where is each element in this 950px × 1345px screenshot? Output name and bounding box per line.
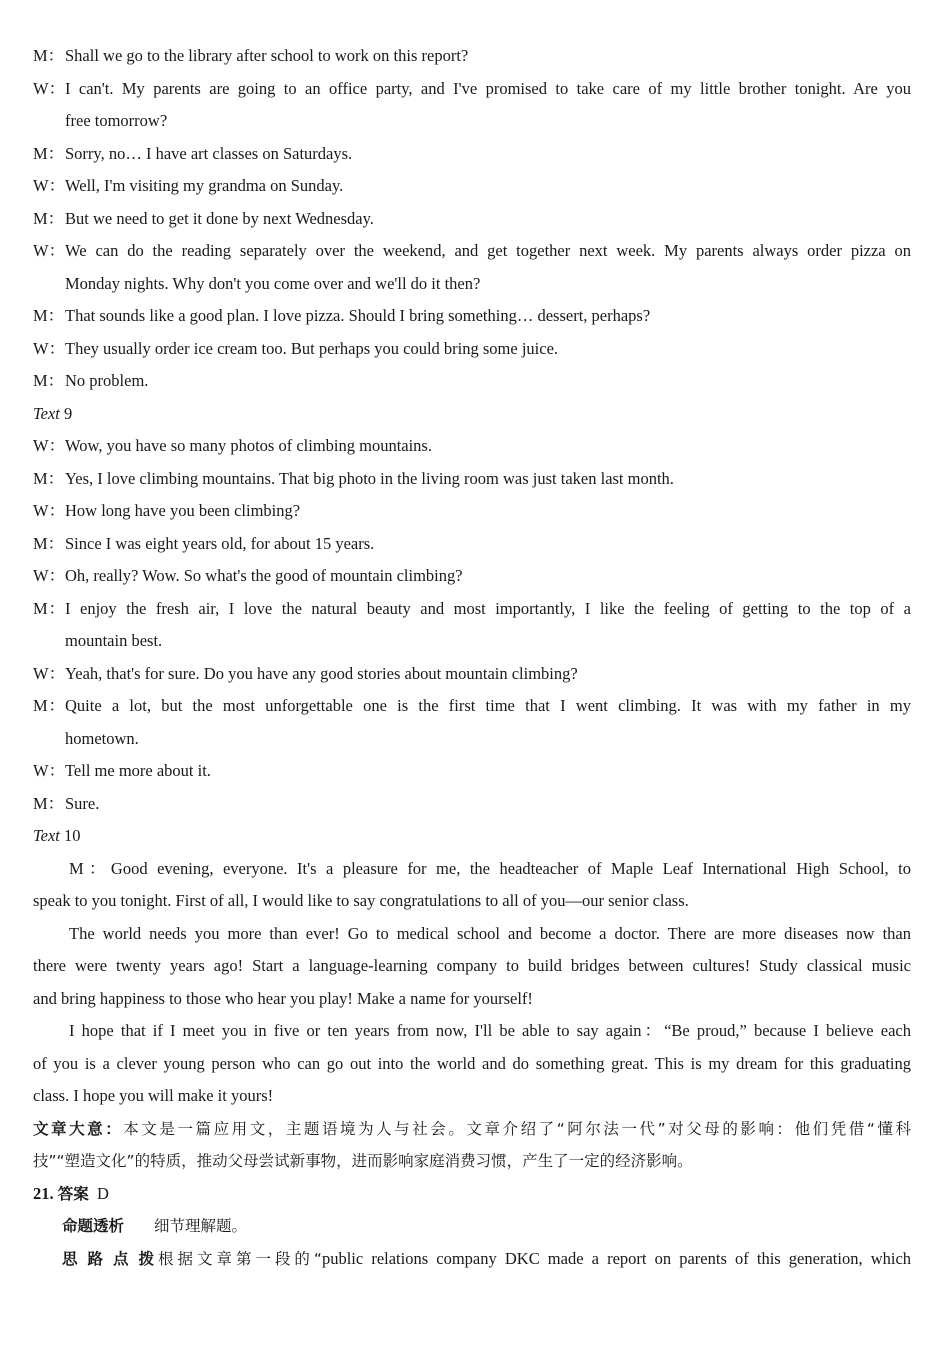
summary-text: 本文是一篇应用文，主题语境为人与社会。文章介绍了“阿尔法一代”对父母的影响：他们凭借“懂科: [123, 1119, 911, 1138]
speaker: M：: [33, 46, 65, 65]
summary-label: 文章大意：: [33, 1119, 124, 1138]
dialogue-text: Yeah, that's for sure. Do you have any good stories about mountain climbing?: [65, 663, 578, 683]
dialogue-line: [33, 40, 911, 73]
dialogue-text: mountain best.: [65, 631, 163, 650]
analysis-text: 细节理解题。: [154, 1217, 248, 1235]
speaker: W：: [33, 566, 66, 585]
dialogue-line: [33, 235, 911, 268]
dialogue-line: [33, 690, 911, 723]
dialogue-line: [33, 755, 911, 788]
speaker: M：: [33, 533, 65, 553]
speech-line: The world needs you more than ever! Go to medical school and become a doctor. There are more diseases now than: [69, 923, 911, 943]
dialogue-text: Sorry, no… I have art classes on Saturdays.: [65, 143, 353, 163]
section-heading-text-10: [33, 820, 911, 853]
dialogue-text: But we need to get it done by next Wednesday.: [65, 208, 374, 228]
section-number: 9: [59, 403, 73, 423]
dialogue-text: That sounds like a good plan. I love pizza. Should I bring something… dessert, perhaps?: [65, 306, 651, 325]
dialogue-text: Monday nights. Why don't you come over and we'll do it then?: [65, 273, 481, 293]
answer-value: D: [97, 1183, 109, 1203]
section-label: Text: [33, 826, 60, 845]
dialogue-line: [33, 560, 911, 593]
speaker: M：: [33, 143, 65, 163]
dialogue-text: I enjoy the fresh air, I love the natural beauty and most importantly, I like the feeling of getting to the top of a: [65, 598, 911, 618]
analysis-label: 命题透析: [62, 1217, 125, 1235]
dialogue-line: [33, 430, 911, 463]
speaker: M：: [33, 793, 65, 813]
dialogue-text: Oh, really? Wow. So what's the good of mountain climbing?: [65, 566, 463, 585]
speaker: M：: [33, 371, 65, 390]
dialogue-line: [33, 333, 911, 366]
dialogue-text: Quite a lot, but the most unforgettable one is the first time that I went climbing. It was with my father in my: [65, 696, 911, 715]
dialogue-line: [33, 723, 911, 756]
analysis-line: [33, 1210, 911, 1243]
dialogue-text: I can't. My parents are going to an office party, and I've promised to take care of my little brother tonight. Are you: [65, 78, 911, 98]
dialogue-line: [33, 105, 911, 138]
speaker: W：: [33, 501, 66, 520]
hint-text-zh: 根据文章第一段的“: [154, 1249, 322, 1268]
speech-line: of you is a clever young person who can go out into the world and do something great. This is my dream for this graduating: [33, 1053, 911, 1073]
dialogue-line: [33, 658, 911, 691]
dialogue-text: hometown.: [65, 728, 139, 748]
dialogue-line: [33, 138, 911, 171]
section-label: Text: [33, 403, 60, 423]
dialogue-line: [33, 528, 911, 561]
answer-line: [33, 1178, 911, 1211]
document-page: [33, 40, 911, 1275]
dialogue-line: [33, 300, 911, 333]
dialogue-line: [33, 365, 911, 398]
dialogue-text: How long have you been climbing?: [65, 501, 301, 520]
speaker: M：: [33, 306, 65, 325]
hint-label: 思路点拨: [62, 1249, 154, 1268]
speech-line: speak to you tonight. First of all, I would like to say congratulations to all of you—our senior class.: [33, 891, 689, 910]
summary-line: 技”“塑造文化”的特质，推动父母尝试新事物，进而影响家庭消费习惯，产生了一定的经济影响。: [33, 1152, 693, 1170]
question-number: 21.: [33, 1183, 58, 1203]
speaker: M：: [33, 696, 65, 715]
speaker: W：: [33, 78, 66, 98]
speaker: W：: [33, 663, 66, 683]
dialogue-line: [33, 625, 911, 658]
dialogue-text: Shall we go to the library after school to work on this report?: [65, 46, 469, 65]
dialogue-text: Tell me more about it.: [65, 761, 211, 780]
dialogue-text: No problem.: [65, 371, 149, 390]
speaker: W：: [33, 241, 66, 260]
speech-line: M：Good evening, everyone. It's a pleasure for me, the headteacher of Maple Leaf International High School, to: [69, 858, 911, 878]
dialogue-text: Sure.: [65, 793, 100, 813]
section-number: 10: [59, 826, 81, 845]
dialogue-text: We can do the reading separately over the weekend, and get together next week. My parents always order pizza on: [65, 241, 911, 260]
speech-line: class. I hope you will make it yours!: [33, 1086, 274, 1105]
speaker: W：: [33, 176, 66, 195]
dialogue-line: [33, 170, 911, 203]
hint-text-en: public relations company DKC made a report on parents of this generation, which: [321, 1248, 911, 1268]
speaker: M：: [33, 208, 65, 228]
dialogue-text: Yes, I love climbing mountains. That big photo in the living room was just taken last month.: [65, 468, 674, 488]
speech-line: there were twenty years ago! Start a language-learning company to build bridges between cultures! Study classical music: [33, 956, 911, 975]
dialogue-line: [33, 495, 911, 528]
speaker: W：: [33, 761, 66, 780]
dialogue-text: They usually order ice cream too. But perhaps you could bring some juice.: [65, 338, 559, 358]
dialogue-line: [33, 73, 911, 106]
answer-label: 答案: [57, 1184, 89, 1203]
dialogue-line: [33, 203, 911, 236]
dialogue-text: Well, I'm visiting my grandma on Sunday.: [65, 176, 344, 195]
speaker: M：: [33, 598, 65, 618]
dialogue-line: [33, 268, 911, 301]
dialogue-text: Since I was eight years old, for about 15 years.: [65, 533, 375, 553]
dialogue-line: [33, 593, 911, 626]
speaker: M：: [33, 468, 65, 488]
dialogue-text: free tomorrow?: [65, 111, 168, 130]
speech-line: I hope that if I meet you in five or ten years from now, I'll be able to say again：“Be proud,” because I believe each: [69, 1021, 911, 1040]
dialogue-text: Wow, you have so many photos of climbing mountains.: [65, 436, 432, 455]
hint-line: [33, 1243, 911, 1276]
speaker: W：: [33, 436, 66, 455]
speaker: W：: [33, 338, 66, 358]
section-heading-text-9: [33, 398, 911, 431]
speech-line: and bring happiness to those who hear you play! Make a name for yourself!: [33, 988, 533, 1008]
dialogue-line: [33, 463, 911, 496]
dialogue-line: [33, 788, 911, 821]
summary-line: [33, 1113, 911, 1146]
